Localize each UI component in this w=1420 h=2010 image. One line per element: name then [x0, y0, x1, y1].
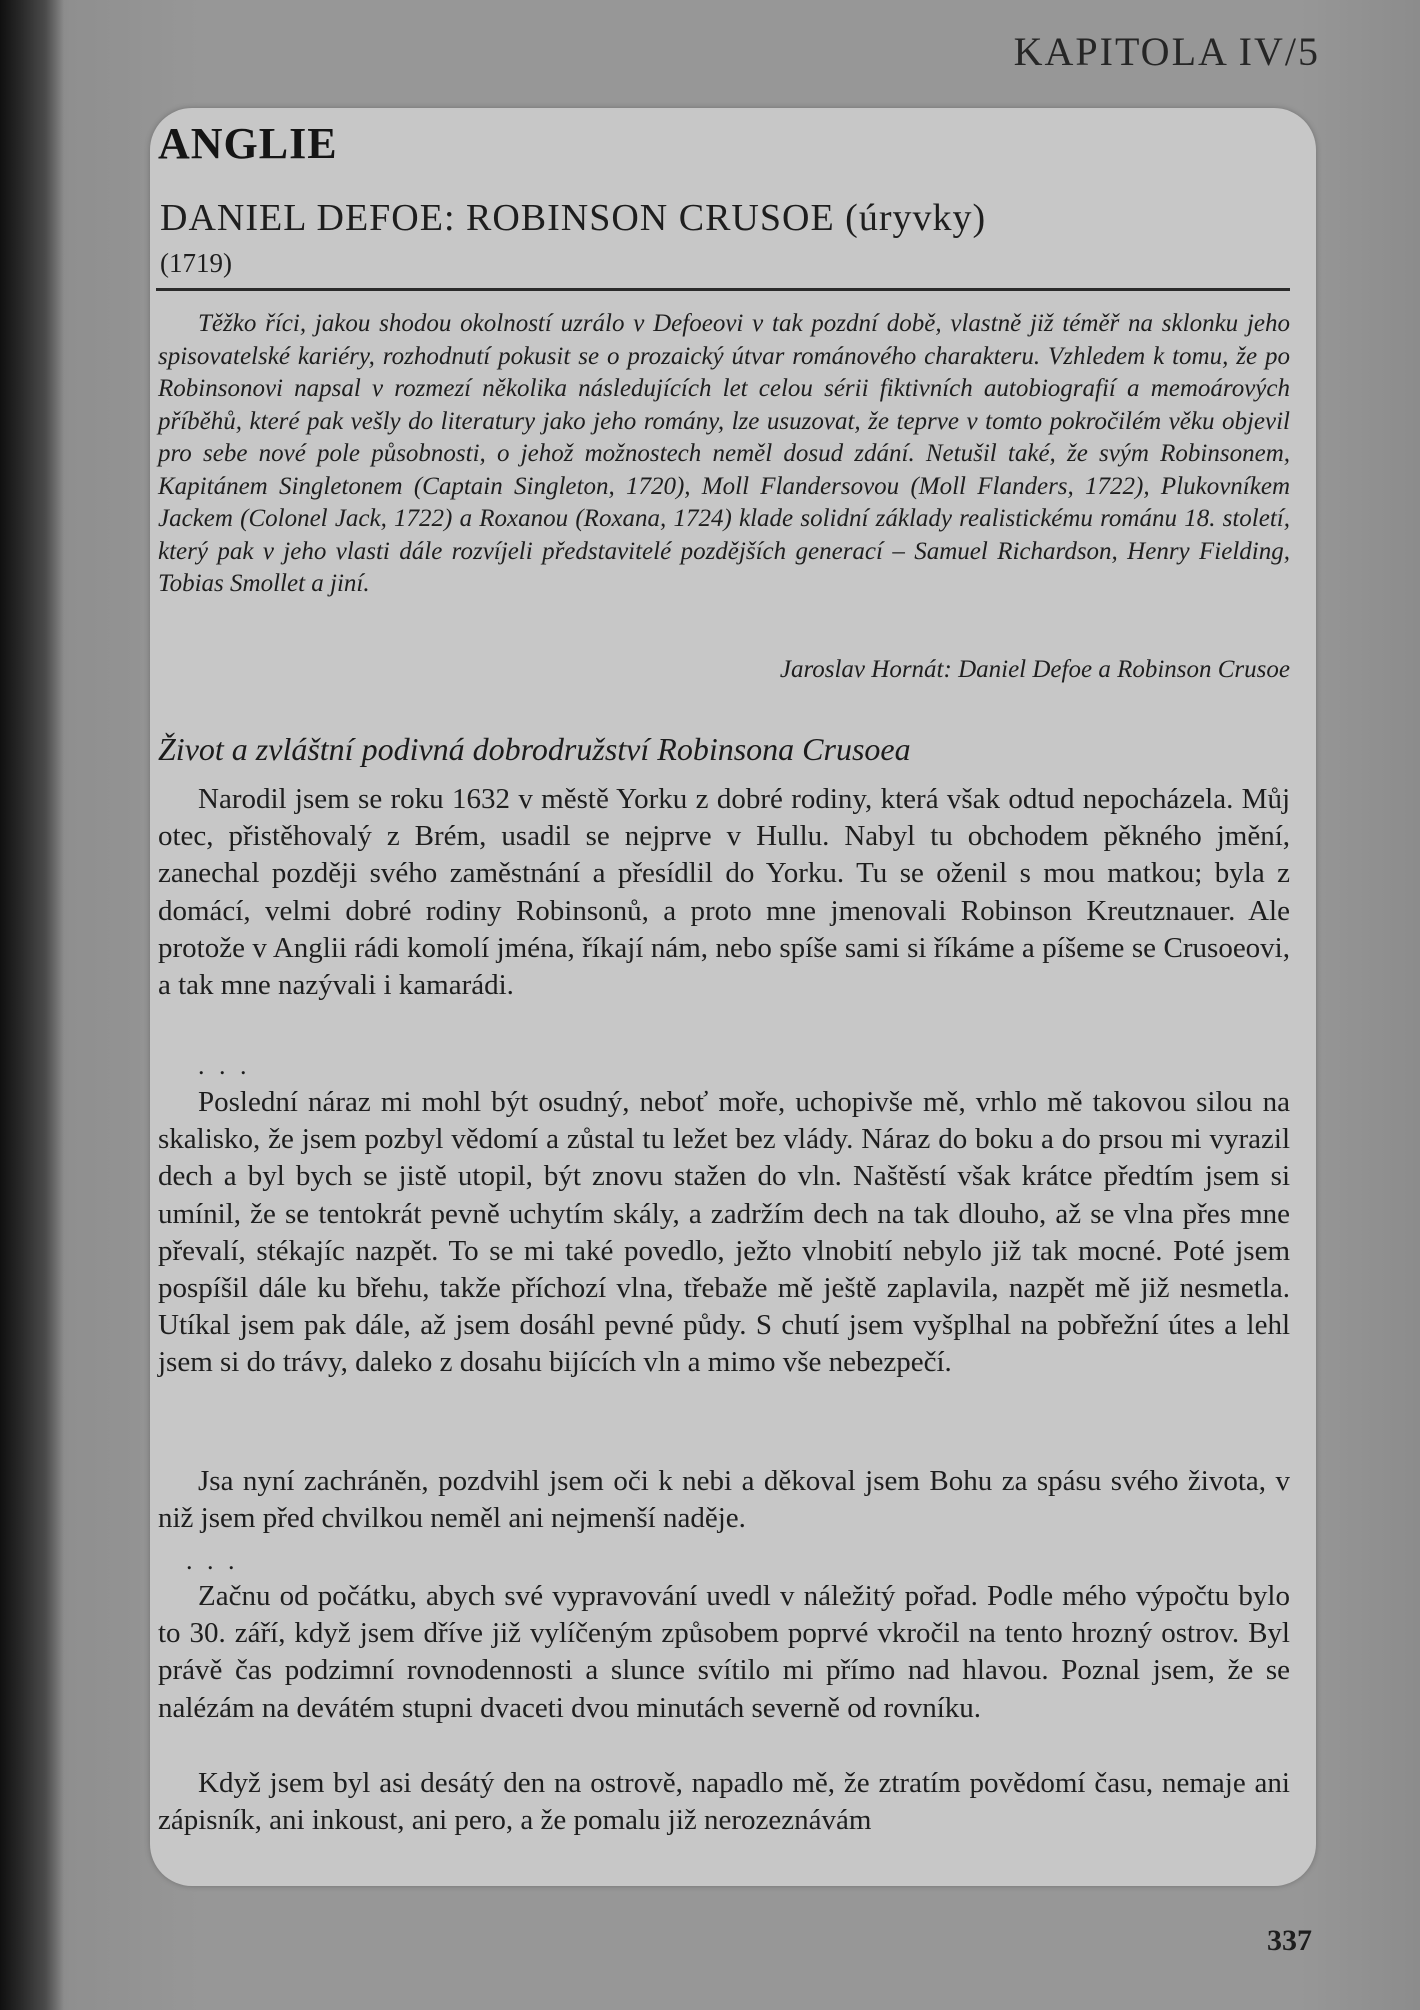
work-title: DANIEL DEFOE: ROBINSON CRUSOE (úryvky): [160, 197, 987, 239]
chapter-header: KAPITOLA IV/5: [1013, 29, 1320, 74]
excerpt-paragraph: Jsa nyní zachráněn, pozdvihl jsem oči k nebi a děkoval jsem Bohu za spásu svého života, v niž jsem před chvilkou neměl ani nejmenší naděje.: [158, 1465, 1290, 1535]
intro-citation: Jaroslav Hornát: Daniel Defoe a Robinson Crusoe: [779, 656, 1290, 683]
country-heading: ANGLIE: [158, 119, 338, 168]
excerpt-paragraph: Narodil jsem se roku 1632 v městě Yorku z dobré rodiny, která však odtud nepocházela. Můj otec, přistěhovalý z Brém, usadil se nejprve v Hullu. Nabyl tu obchodem pěkného jmění, zanechal později svého zaměstnání a přesídlil do Yorku. Tu se oženil s mou matkou; byla z domácí, velmi dobré rodiny Robinsonů, a proto mne jmenovali Robinson Kreutznauer. Ale protože v Anglii rádi komolí jména, říkají nám, nebo spíše sami si říkáme a píšeme se Crusoeovi, a tak mne nazývali i kamarádi.: [158, 783, 1290, 1002]
excerpt-paragraph: Poslední náraz mi mohl být osudný, neboť moře, uchopivše mě, vrhlo mě takovou silou na skalisko, že jsem pozbyl vědomí a zůstal tu ležet bez vlády. Náraz do boku a do prsou mi vyrazil dech a byl bych se jistě utopil, být znovu stažen do vln. Naštěstí však krátce předtím jsem si umínil, že se tentokrát pevně uchytím skály, a zadržím dech na tak dlouho, až se vlna přes mne převalí, stékajíc nazpět. To se mi také povedlo, ježto vlnobití nebylo již tak mocné. Poté jsem pospíšil dále ku břehu, takže příchozí vlna, třebaže mě ještě zaplavila, nazpět mě již nesmetla. Utíkal jsem pak dále, až jsem dosáhl pevné půdy. S chutí jsem vyšplhal na pobřežní útes a lehl jsem si do trávy, daleko z dosahu bijících vln a mimo vše nebezpečí.: [158, 1086, 1290, 1379]
heading-rule: [156, 288, 1290, 291]
excerpt-paragraph: Když jsem byl asi desátý den na ostrově, napadlo mě, že ztratím povědomí času, nemaje ani zápisník, ani inkoust, ani pero, a že pomalu již nerozeznávám: [158, 1767, 1290, 1837]
ellipsis-separator: . . .: [186, 1546, 239, 1575]
ellipsis-separator: . . .: [198, 1051, 251, 1080]
excerpt-title: Život a zvláštní podivná dobrodružství Robinsona Crusoea: [158, 731, 911, 767]
intro-commentary: Těžko říci, jakou shodou okolností uzrálo v Defoeovi v tak pozdní době, vlastně již téměř na sklonku jeho spisovatelské kariéry, rozhodnutí pokusit se o prozaický útvar románového charakteru. Vzhledem k tomu, že po Robinsonovi napsal v rozmezí několika následujících let celou sérii fiktivních autobiografií a memoárových příběhů, které pak vešly do literatury jako jeho romány, lze usuzovat, že teprve v tomto pokročilém věku objevil pro sebe nové pole působnosti, o jehož možnostech neměl dosud zdání. Netušil také, že svým Robinsonem, Kapitánem Singletonem (Captain Singleton, 1720), Moll Flandersovou (Moll Flanders, 1722), Plukovníkem Jackem (Colonel Jack, 1722) a Roxanou (Roxana, 1724) klade solidní základy realistickému románu 18. století, který pak v jeho vlasti dále rozvíjeli představitelé pozdějších generací – Samuel Richardson, Henry Fielding, Tobias Smollet a jiní.: [158, 310, 1290, 597]
excerpt-paragraph: Začnu od počátku, abych své vypravování uvedl v náležitý pořad. Podle mého výpočtu bylo to 30. září, když jsem dříve již vylíčeným způsobem poprvé vkročil na tento hrozný ostrov. Byl právě čas podzimní rovnodennosti a slunce svítilo mi přímo nad hlavou. Poznal jsem, že se nalézám na devátém stupni dvaceti dvou minutách severně od rovníku.: [158, 1580, 1290, 1724]
book-spine-shadow: [0, 0, 64, 2010]
page-number: 337: [1267, 1924, 1312, 1957]
publication-year: (1719): [160, 248, 232, 278]
